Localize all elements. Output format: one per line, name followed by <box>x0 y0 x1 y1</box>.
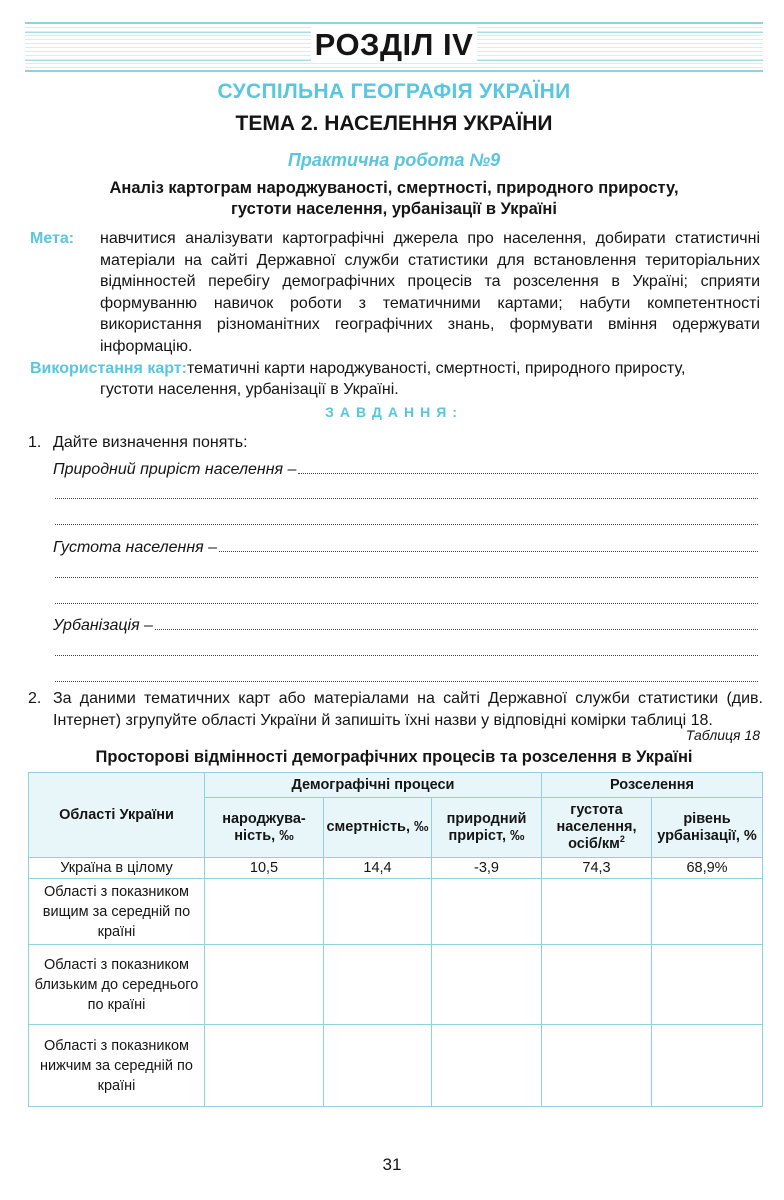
row-label: Україна в цілому <box>29 858 205 879</box>
row-label: Області з показником нижчим за середній по країні <box>29 1025 205 1107</box>
task-2-number: 2. <box>28 690 42 707</box>
answer-line[interactable] <box>155 614 758 630</box>
term-natural-growth: Природний приріст населення – <box>53 461 297 478</box>
header-urbanization: рівень урбанізації, % <box>652 798 763 858</box>
table-row <box>29 945 763 1025</box>
tasks-heading: ЗАВДАННЯ: <box>325 404 463 420</box>
maps-label: Використання карт: <box>30 360 187 377</box>
goal-text: навчитися аналізувати картографічні джерела про населення, добирати статистичні матеріали на сайті Державної служби статистики для встановлення територіальних відмінностей перебігу демографічних процесів та розселення в Україні; сприяти формуванню навичок роботи з тематичними картами; набути компетентності використання різноманітних географічних знань, формувати вміння одержувати інформацію. <box>100 230 760 355</box>
header-density <box>542 798 652 858</box>
answer-line[interactable] <box>55 602 758 604</box>
cell-birth: 10,5 <box>205 858 324 879</box>
cell-growth[interactable] <box>432 945 542 1025</box>
definition-density[interactable] <box>53 536 758 558</box>
goal-label: Мета: <box>30 230 75 247</box>
cell-growth: -3,9 <box>432 858 542 879</box>
cell-density[interactable] <box>542 945 652 1025</box>
maps-text-line-2: густоти населення, урбанізації в Україні. <box>100 381 399 398</box>
table-row <box>29 1025 763 1107</box>
header-demographic-processes: Демографічні процеси <box>205 773 542 798</box>
cell-density[interactable] <box>542 1025 652 1107</box>
maps-text-line-1: тематичні карти народжуваності, смертності, природного приросту, <box>186 360 686 377</box>
table-row <box>29 858 763 879</box>
table-title: Просторові відмінності демографічних процесів та розселення в Україні <box>95 748 693 766</box>
header-settlement: Розселення <box>542 773 763 798</box>
header-density-superscript: 2 <box>619 834 625 845</box>
task-1 <box>28 432 763 454</box>
header-death-rate: смертність, ‰ <box>324 798 432 858</box>
task-2-text: За даними тематичних карт або матеріалами на сайті Державної служби статистики (див. Інтернет) згрупуйте області України й запишіть їхні назви у відповідні комірки таблиці 18. <box>53 690 763 729</box>
work-title-line-1: Аналіз картограм народжуваності, смертності, природного приросту, <box>109 179 679 197</box>
cell-growth[interactable] <box>432 1025 542 1107</box>
row-label: Області з показником вищим за середній по країні <box>29 879 205 945</box>
topic-title: ТЕМА 2. НАСЕЛЕННЯ УКРАЇНИ <box>235 112 553 135</box>
answer-line[interactable] <box>55 654 758 656</box>
section-title: РОЗДІЛ IV <box>311 27 478 62</box>
cell-density: 74,3 <box>542 858 652 879</box>
cell-death[interactable] <box>324 1025 432 1107</box>
practical-work-title: Практична робота №9 <box>287 150 501 170</box>
cell-death[interactable] <box>324 879 432 945</box>
header-birth-rate: народжува-ність, ‰ <box>205 798 324 858</box>
cell-urbanization[interactable] <box>652 879 763 945</box>
table-caption: Таблиця 18 <box>685 727 760 743</box>
table-row <box>29 879 763 945</box>
header-density-text: густота населення, осіб/км <box>556 802 637 852</box>
term-density: Густота населення – <box>53 539 218 556</box>
definition-urbanization[interactable] <box>53 614 758 636</box>
task-1-number: 1. <box>28 434 42 451</box>
answer-line[interactable] <box>55 523 758 525</box>
maps-block <box>30 358 760 402</box>
task-1-text: Дайте визначення понять: <box>53 434 248 451</box>
cell-growth[interactable] <box>432 879 542 945</box>
task-2 <box>28 688 763 754</box>
subsection-title: СУСПІЛЬНА ГЕОГРАФІЯ УКРАЇНИ <box>217 80 571 103</box>
work-title-line-2: густоти населення, урбанізації в Україні <box>231 200 557 218</box>
answer-line[interactable] <box>55 680 758 682</box>
cell-birth[interactable] <box>205 1025 324 1107</box>
answer-line[interactable] <box>219 536 758 552</box>
cell-death: 14,4 <box>324 858 432 879</box>
cell-birth[interactable] <box>205 879 324 945</box>
answer-line[interactable] <box>55 497 758 499</box>
cell-urbanization[interactable] <box>652 1025 763 1107</box>
goal-block <box>30 228 760 358</box>
cell-density[interactable] <box>542 879 652 945</box>
answer-line[interactable] <box>298 458 758 474</box>
cell-urbanization[interactable] <box>652 945 763 1025</box>
answer-line[interactable] <box>55 576 758 578</box>
term-urbanization: Урбанізація – <box>53 617 153 634</box>
cell-death[interactable] <box>324 945 432 1025</box>
work-title <box>25 178 763 220</box>
header-natural-growth: природний приріст, ‰ <box>432 798 542 858</box>
cell-urbanization: 68,9% <box>652 858 763 879</box>
cell-birth[interactable] <box>205 945 324 1025</box>
section-header-band <box>25 22 763 72</box>
definition-natural-growth[interactable] <box>53 458 758 480</box>
row-label: Області з показником близьким до середнього по країні <box>29 945 205 1025</box>
page-number: 31 <box>382 1155 402 1174</box>
header-regions: Області України <box>29 773 205 858</box>
demographics-table <box>28 772 763 1107</box>
